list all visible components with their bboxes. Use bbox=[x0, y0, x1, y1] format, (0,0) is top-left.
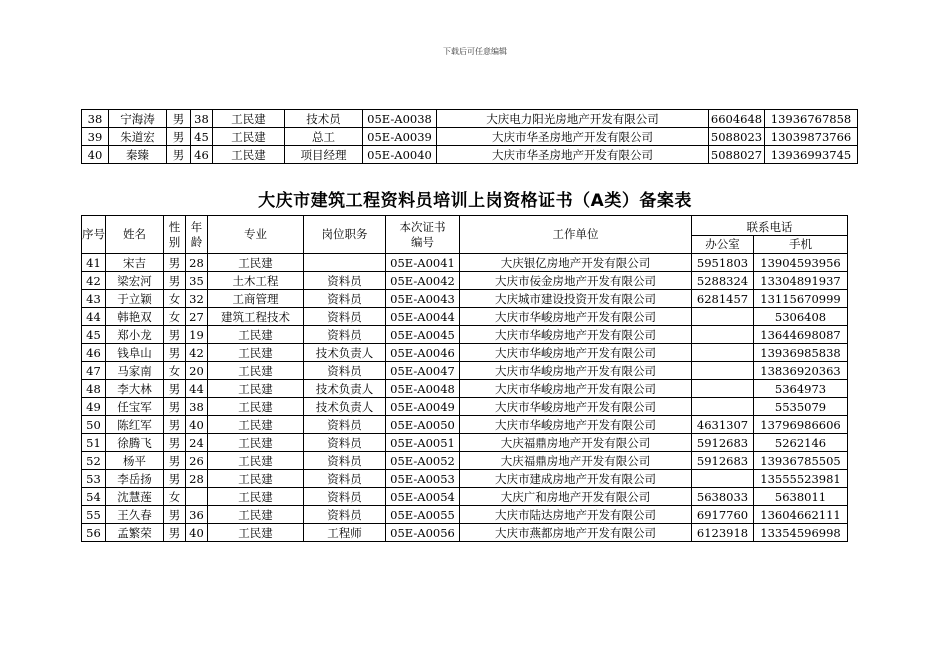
cell-mobile: 5262146 bbox=[754, 434, 848, 452]
cell-cert: 05E-A0046 bbox=[386, 344, 460, 362]
cell-gender: 男 bbox=[164, 272, 186, 290]
cell-name: 郑小龙 bbox=[106, 326, 164, 344]
header-name: 姓名 bbox=[106, 216, 164, 254]
cell-employer: 大庆市陆达房地产开发有限公司 bbox=[460, 506, 692, 524]
header-position: 岗位职务 bbox=[304, 216, 386, 254]
cell-office: 6604648 bbox=[709, 110, 765, 128]
cell-seq: 55 bbox=[82, 506, 106, 524]
cell-age: 38 bbox=[191, 110, 213, 128]
cell-position: 技术员 bbox=[285, 110, 363, 128]
cell-gender: 男 bbox=[164, 524, 186, 542]
cell-name: 陈红军 bbox=[106, 416, 164, 434]
cell-cert: 05E-A0050 bbox=[386, 416, 460, 434]
cell-name: 韩艳双 bbox=[106, 308, 164, 326]
cell-age: 28 bbox=[186, 470, 208, 488]
cell-mobile: 13796986606 bbox=[754, 416, 848, 434]
cell-seq: 52 bbox=[82, 452, 106, 470]
cell-major: 工民建 bbox=[208, 434, 304, 452]
cell-mobile: 13836920363 bbox=[754, 362, 848, 380]
cell-name: 钱阜山 bbox=[106, 344, 164, 362]
cell-mobile: 13936993745 bbox=[765, 146, 858, 164]
cell-major: 工商管理 bbox=[208, 290, 304, 308]
cell-mobile: 13936985838 bbox=[754, 344, 848, 362]
cell-seq: 45 bbox=[82, 326, 106, 344]
cell-seq: 53 bbox=[82, 470, 106, 488]
cell-age: 20 bbox=[186, 362, 208, 380]
table-row bbox=[82, 380, 848, 398]
cell-office: 5088023 bbox=[709, 128, 765, 146]
cell-position: 技术负责人 bbox=[304, 344, 386, 362]
cell-gender: 男 bbox=[164, 398, 186, 416]
cell-mobile: 13555523981 bbox=[754, 470, 848, 488]
cell-age: 24 bbox=[186, 434, 208, 452]
header-mobile: 手机 bbox=[754, 236, 848, 254]
cell-gender: 男 bbox=[164, 434, 186, 452]
cell-gender: 男 bbox=[164, 380, 186, 398]
table-row bbox=[82, 128, 858, 146]
cell-mobile: 5535079 bbox=[754, 398, 848, 416]
cell-age: 36 bbox=[186, 506, 208, 524]
cell-employer: 大庆福鼎房地产开发有限公司 bbox=[460, 452, 692, 470]
cell-office bbox=[692, 470, 754, 488]
cell-position: 总工 bbox=[285, 128, 363, 146]
registration-table bbox=[81, 215, 848, 542]
cell-gender: 女 bbox=[164, 488, 186, 506]
cell-major: 工民建 bbox=[213, 146, 285, 164]
cell-employer: 大庆市华峻房地产开发有限公司 bbox=[460, 308, 692, 326]
cell-major: 工民建 bbox=[208, 506, 304, 524]
cell-employer: 大庆广和房地产开发有限公司 bbox=[460, 488, 692, 506]
cell-age: 38 bbox=[186, 398, 208, 416]
cell-name: 孟繁荣 bbox=[106, 524, 164, 542]
cell-office: 5638033 bbox=[692, 488, 754, 506]
page-title: 大庆市建筑工程资料员培训上岗资格证书（A类）备案表 bbox=[258, 191, 692, 211]
cell-seq: 51 bbox=[82, 434, 106, 452]
cell-mobile: 13604662111 bbox=[754, 506, 848, 524]
cell-cert: 05E-A0051 bbox=[386, 434, 460, 452]
cell-mobile: 5638011 bbox=[754, 488, 848, 506]
cell-age: 44 bbox=[186, 380, 208, 398]
cell-seq: 46 bbox=[82, 344, 106, 362]
cell-employer: 大庆市华圣房地产开发有限公司 bbox=[437, 146, 709, 164]
cell-name: 沈慧莲 bbox=[106, 488, 164, 506]
cell-position: 资料员 bbox=[304, 488, 386, 506]
header-age: 年龄 bbox=[186, 216, 208, 254]
cell-age: 40 bbox=[186, 524, 208, 542]
cell-gender: 女 bbox=[164, 308, 186, 326]
cell-cert: 05E-A0038 bbox=[363, 110, 437, 128]
cell-mobile: 13936767858 bbox=[765, 110, 858, 128]
cell-position: 资料员 bbox=[304, 434, 386, 452]
cell-major: 工民建 bbox=[208, 344, 304, 362]
cell-employer: 大庆市华峻房地产开发有限公司 bbox=[460, 326, 692, 344]
cell-cert: 05E-A0049 bbox=[386, 398, 460, 416]
cell-position: 资料员 bbox=[304, 308, 386, 326]
table-row bbox=[82, 362, 848, 380]
cell-major: 工民建 bbox=[208, 326, 304, 344]
cell-gender: 男 bbox=[164, 416, 186, 434]
cell-gender: 女 bbox=[164, 362, 186, 380]
cell-cert: 05E-A0042 bbox=[386, 272, 460, 290]
cell-gender: 男 bbox=[164, 254, 186, 272]
table-header bbox=[82, 216, 848, 254]
table-row bbox=[82, 326, 848, 344]
cell-cert: 05E-A0053 bbox=[386, 470, 460, 488]
cell-seq: 54 bbox=[82, 488, 106, 506]
registration-table-body bbox=[82, 254, 848, 542]
table-row bbox=[82, 110, 858, 128]
cell-employer: 大庆电力阳光房地产开发有限公司 bbox=[437, 110, 709, 128]
cell-name: 李岳扬 bbox=[106, 470, 164, 488]
cell-office: 5288324 bbox=[692, 272, 754, 290]
cell-position: 资料员 bbox=[304, 416, 386, 434]
cell-position: 资料员 bbox=[304, 326, 386, 344]
cell-seq: 41 bbox=[82, 254, 106, 272]
cell-employer: 大庆市华峻房地产开发有限公司 bbox=[460, 380, 692, 398]
cell-name: 秦臻 bbox=[109, 146, 167, 164]
cell-major: 工民建 bbox=[208, 524, 304, 542]
cell-major: 工民建 bbox=[208, 398, 304, 416]
cell-seq: 49 bbox=[82, 398, 106, 416]
cell-cert: 05E-A0048 bbox=[386, 380, 460, 398]
cell-gender: 男 bbox=[164, 470, 186, 488]
cell-position: 技术负责人 bbox=[304, 380, 386, 398]
cell-office: 6917760 bbox=[692, 506, 754, 524]
table-row bbox=[82, 308, 848, 326]
cell-mobile: 13904593956 bbox=[754, 254, 848, 272]
cell-employer: 大庆福鼎房地产开发有限公司 bbox=[460, 434, 692, 452]
cell-position bbox=[304, 254, 386, 272]
cell-cert: 05E-A0043 bbox=[386, 290, 460, 308]
table-row bbox=[82, 146, 858, 164]
cell-mobile: 13304891937 bbox=[754, 272, 848, 290]
cell-age: 19 bbox=[186, 326, 208, 344]
cell-office: 5951803 bbox=[692, 254, 754, 272]
cell-employer: 大庆市华峻房地产开发有限公司 bbox=[460, 344, 692, 362]
cell-employer: 大庆市华峻房地产开发有限公司 bbox=[460, 416, 692, 434]
cell-name: 梁宏河 bbox=[106, 272, 164, 290]
cell-major: 土木工程 bbox=[208, 272, 304, 290]
cell-age bbox=[186, 488, 208, 506]
cell-office bbox=[692, 362, 754, 380]
cell-employer: 大庆银亿房地产开发有限公司 bbox=[460, 254, 692, 272]
table-row bbox=[82, 272, 848, 290]
cell-age: 35 bbox=[186, 272, 208, 290]
cell-gender: 男 bbox=[167, 146, 191, 164]
table-row bbox=[82, 254, 848, 272]
cell-employer: 大庆市华峻房地产开发有限公司 bbox=[460, 398, 692, 416]
cell-major: 工民建 bbox=[208, 470, 304, 488]
table-row bbox=[82, 416, 848, 434]
cell-name: 朱道宏 bbox=[109, 128, 167, 146]
cell-mobile: 13039873766 bbox=[765, 128, 858, 146]
table-row bbox=[82, 488, 848, 506]
cell-office: 4631307 bbox=[692, 416, 754, 434]
cell-cert: 05E-A0041 bbox=[386, 254, 460, 272]
cell-position: 资料员 bbox=[304, 452, 386, 470]
cell-seq: 48 bbox=[82, 380, 106, 398]
cell-cert: 05E-A0044 bbox=[386, 308, 460, 326]
cell-major: 工民建 bbox=[208, 452, 304, 470]
cell-age: 28 bbox=[186, 254, 208, 272]
cell-office: 6123918 bbox=[692, 524, 754, 542]
header-seq: 序号 bbox=[82, 216, 106, 254]
cell-mobile: 13936785505 bbox=[754, 452, 848, 470]
cell-name: 马家南 bbox=[106, 362, 164, 380]
cell-seq: 47 bbox=[82, 362, 106, 380]
cell-name: 宁海涛 bbox=[109, 110, 167, 128]
cell-gender: 男 bbox=[167, 110, 191, 128]
cell-office: 5088027 bbox=[709, 146, 765, 164]
table-row bbox=[82, 452, 848, 470]
cell-gender: 男 bbox=[167, 128, 191, 146]
cell-employer: 大庆市佞金房地产开发有限公司 bbox=[460, 272, 692, 290]
table-row bbox=[82, 470, 848, 488]
header-office: 办公室 bbox=[692, 236, 754, 254]
header-gender: 性别 bbox=[164, 216, 186, 254]
cell-office bbox=[692, 398, 754, 416]
cell-gender: 女 bbox=[164, 290, 186, 308]
table-row bbox=[82, 524, 848, 542]
cell-seq: 44 bbox=[82, 308, 106, 326]
continued-table bbox=[81, 109, 858, 164]
cell-age: 27 bbox=[186, 308, 208, 326]
cell-name: 宋吉 bbox=[106, 254, 164, 272]
cell-seq: 40 bbox=[82, 146, 109, 164]
cell-cert: 05E-A0047 bbox=[386, 362, 460, 380]
cell-position: 技术负责人 bbox=[304, 398, 386, 416]
cell-employer: 大庆市燕都房地产开发有限公司 bbox=[460, 524, 692, 542]
cell-gender: 男 bbox=[164, 344, 186, 362]
cell-major: 建筑工程技术 bbox=[208, 308, 304, 326]
cell-age: 42 bbox=[186, 344, 208, 362]
cell-office bbox=[692, 308, 754, 326]
cell-office bbox=[692, 344, 754, 362]
cell-name: 李大林 bbox=[106, 380, 164, 398]
cell-age: 40 bbox=[186, 416, 208, 434]
cell-name: 徐腾飞 bbox=[106, 434, 164, 452]
table-row bbox=[82, 434, 848, 452]
cell-mobile: 13115670999 bbox=[754, 290, 848, 308]
cell-age: 32 bbox=[186, 290, 208, 308]
cell-office bbox=[692, 380, 754, 398]
cell-office: 5912683 bbox=[692, 434, 754, 452]
cell-position: 工程师 bbox=[304, 524, 386, 542]
cell-cert: 05E-A0040 bbox=[363, 146, 437, 164]
cell-cert: 05E-A0045 bbox=[386, 326, 460, 344]
cell-cert: 05E-A0039 bbox=[363, 128, 437, 146]
cell-age: 45 bbox=[191, 128, 213, 146]
cell-seq: 38 bbox=[82, 110, 109, 128]
cell-employer: 大庆市华圣房地产开发有限公司 bbox=[437, 128, 709, 146]
cell-major: 工民建 bbox=[208, 488, 304, 506]
cell-major: 工民建 bbox=[208, 416, 304, 434]
cell-major: 工民建 bbox=[213, 128, 285, 146]
cell-seq: 43 bbox=[82, 290, 106, 308]
cell-major: 工民建 bbox=[208, 362, 304, 380]
cell-position: 资料员 bbox=[304, 362, 386, 380]
cell-cert: 05E-A0052 bbox=[386, 452, 460, 470]
cell-name: 于立颖 bbox=[106, 290, 164, 308]
cell-name: 任宝军 bbox=[106, 398, 164, 416]
cell-mobile: 13644698087 bbox=[754, 326, 848, 344]
cell-position: 资料员 bbox=[304, 290, 386, 308]
continued-table-body bbox=[82, 110, 858, 164]
header-employer: 工作单位 bbox=[460, 216, 692, 254]
cell-office: 6281457 bbox=[692, 290, 754, 308]
cell-position: 项目经理 bbox=[285, 146, 363, 164]
cell-mobile: 13354596998 bbox=[754, 524, 848, 542]
cell-employer: 大庆市华峻房地产开发有限公司 bbox=[460, 362, 692, 380]
cell-cert: 05E-A0055 bbox=[386, 506, 460, 524]
cell-seq: 39 bbox=[82, 128, 109, 146]
table-row bbox=[82, 398, 848, 416]
cell-age: 46 bbox=[191, 146, 213, 164]
cell-office bbox=[692, 326, 754, 344]
cell-cert: 05E-A0054 bbox=[386, 488, 460, 506]
cell-seq: 42 bbox=[82, 272, 106, 290]
cell-gender: 男 bbox=[164, 326, 186, 344]
table-row bbox=[82, 506, 848, 524]
header-note: 下载后可任意编辑 bbox=[443, 47, 507, 56]
header-cert: 本次证书编号 bbox=[386, 216, 460, 254]
cell-mobile: 5306408 bbox=[754, 308, 848, 326]
cell-position: 资料员 bbox=[304, 272, 386, 290]
cell-major: 工民建 bbox=[208, 380, 304, 398]
cell-gender: 男 bbox=[164, 452, 186, 470]
cell-name: 杨平 bbox=[106, 452, 164, 470]
header-major: 专业 bbox=[208, 216, 304, 254]
header-phone: 联系电话 bbox=[692, 216, 848, 236]
cell-employer: 大庆城市建设投资开发有限公司 bbox=[460, 290, 692, 308]
cell-name: 王久春 bbox=[106, 506, 164, 524]
cell-office: 5912683 bbox=[692, 452, 754, 470]
cell-mobile: 5364973 bbox=[754, 380, 848, 398]
cell-major: 工民建 bbox=[213, 110, 285, 128]
cell-position: 资料员 bbox=[304, 506, 386, 524]
cell-employer: 大庆市建成房地产开发有限公司 bbox=[460, 470, 692, 488]
table-row bbox=[82, 344, 848, 362]
cell-cert: 05E-A0056 bbox=[386, 524, 460, 542]
cell-major: 工民建 bbox=[208, 254, 304, 272]
table-row bbox=[82, 290, 848, 308]
cell-gender: 男 bbox=[164, 506, 186, 524]
cell-age: 26 bbox=[186, 452, 208, 470]
cell-seq: 56 bbox=[82, 524, 106, 542]
cell-position: 资料员 bbox=[304, 470, 386, 488]
cell-seq: 50 bbox=[82, 416, 106, 434]
